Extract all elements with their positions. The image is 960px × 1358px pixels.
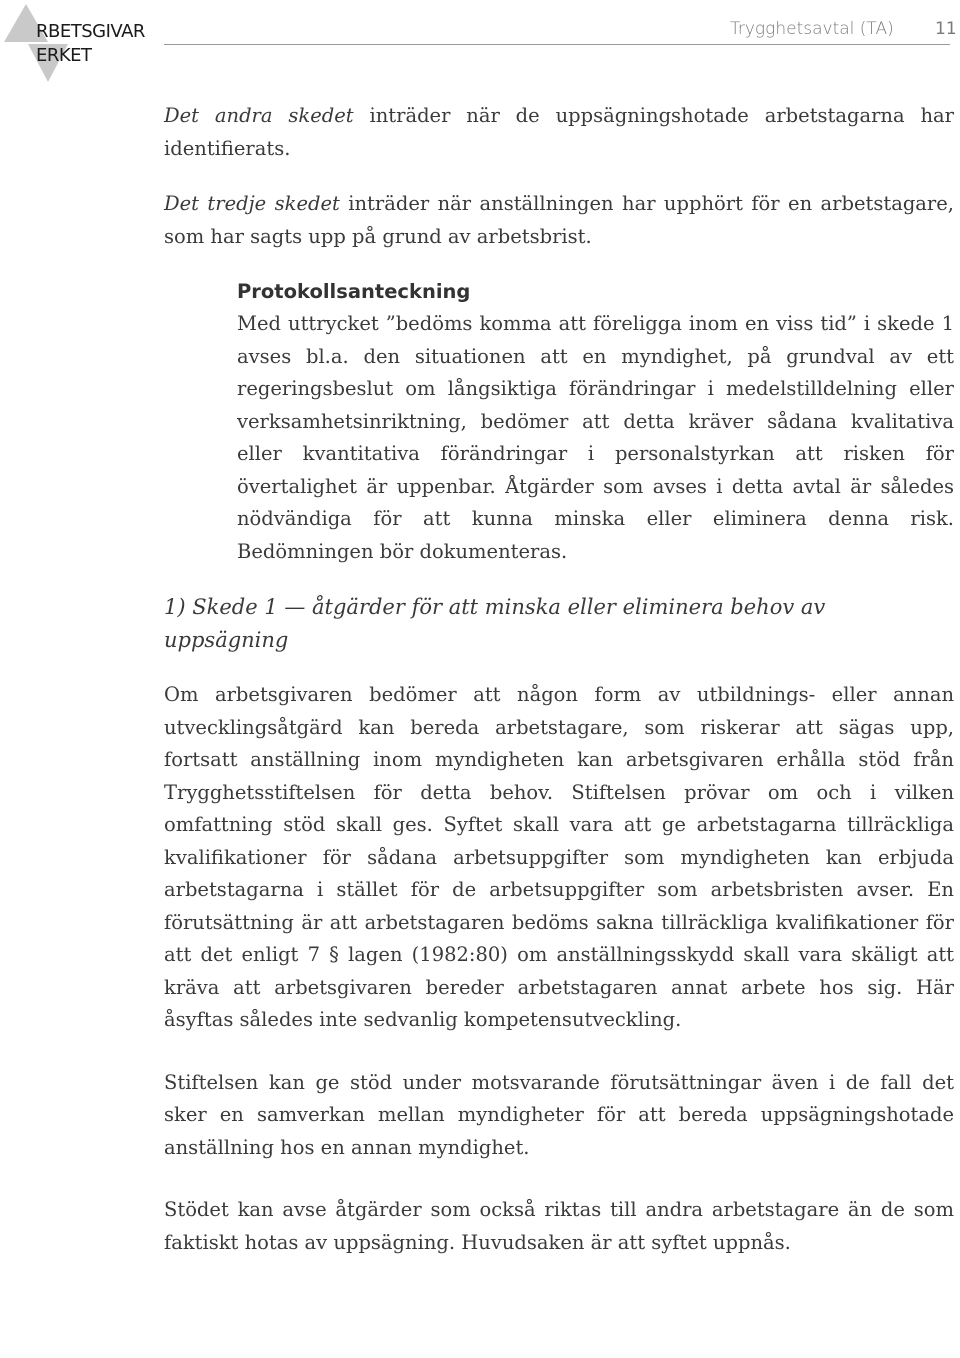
paragraph-other-employees: Stödet kan avse åtgärder som också riktas till andra arbetstagare än de som faktiskt hotas av uppsägning. Huvudsaken är att syftet uppnås. [164,1198,954,1254]
logo [36,20,176,68]
paragraph-third-stage [164,188,954,253]
running-title: Trygghetsavtal (TA) [730,19,894,39]
page-content [164,100,954,1259]
section-heading: 1) Skede 1 — åtgärder för att minska eller eliminera behov av uppsägning [164,595,826,652]
logo-line-2: ERKET [36,45,92,66]
paragraph-stage1-support: Om arbetsgivaren bedömer att någon form av utbildnings- eller annan utvecklingsåtgärd kan bereda arbetstagare, som riskerar att sägas upp, fortsatt anställning inom myndigheten kan arbetsgivaren erhålla stöd från Trygghetsstiftelsen för detta behov. Stiftelsen prövar om och i vilken omfattning stöd skall ges. Syftet skall vara att ge arbetstagarna tillräckliga kvalifikationer för sådana arbetsuppgifter som myndigheten kan erbjuda arbetstagarna i stället för de arbetsuppgifter som arbetsbristen avser. En förutsättning är att arbetstagaren bedöms sakna tillräckliga kvalifikationer för att det enligt 7 § lagen (1982:80) om anställningsskydd skall vara skäligt att kräva att arbetsgivaren bereder arbetstagaren annat arbete hos sig. Här åsyftas således inte sedvanlig kompetensutveckling. [164,683,954,1031]
emphasis-second-stage: Det andra skedet [164,104,354,127]
paragraph-cooperation: Stiftelsen kan ge stöd under motsvarande förutsättningar även i de fall det sker en samverkan mellan myndigheter för att bereda uppsägningshotade anställning hos en annan myndighet. [164,1070,954,1159]
paragraph-second-stage-text: inträder när de uppsägningshotade arbetstagarna har identifierats. [164,104,954,160]
page-header [0,0,960,90]
paragraph-third-stage-text: inträder när anställningen har upphört för en arbetstagare, som har sagts upp på grund av arbetsbrist. [164,192,954,248]
page-number: 11 [935,19,957,39]
logo-line-1: RBETSGIVAR [36,21,145,42]
protocol-note-text: Med uttrycket ”bedöms komma att föreligga inom en viss tid” i skede 1 avses bl.a. den situationen att en myndighet, på grundval av ett regeringsbeslut om långsiktiga förändringar i medelstilldelning eller verksamhetsinriktning, bedömer att detta kräver sådana kvalitativa eller kvantitativa förändringar i personalstyrkan att risken för övertalighet är uppenbar. Åtgärder som avses i detta avtal är således nödvändiga för att kunna minska eller eliminera denna risk. Bedömningen bör dokumenteras. [237,312,954,563]
header-rule [164,44,950,45]
protocol-note-heading: Protokollsanteckning [237,280,471,303]
paragraph-second-stage [164,100,954,165]
emphasis-third-stage: Det tredje skedet [164,192,340,215]
